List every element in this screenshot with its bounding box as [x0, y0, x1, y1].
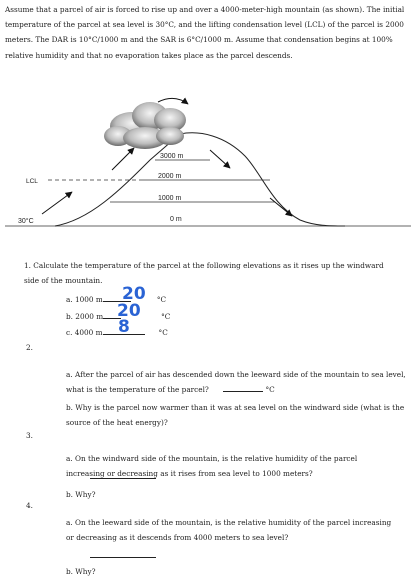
q1-item-a-unit: °C	[156, 295, 167, 304]
q1-item-b-label: b. 2000 m	[66, 312, 104, 321]
elevation-label-1000: 1000 m	[158, 195, 182, 202]
intro-paragraph: Assume that a parcel of air is forced to rise up and over a 4000-meter-high mountain (as shown). The initial temperature of the parcel at sea level is 30°C, and the lifting condensation level (LCL) of the parcel is 2000 meters. The DAR is 10°C/1000 m and the SAR is 6°C/1000 m. Assume that condensation begins at 100% relative humidity and that no evaporation takes place as the parcel descends.	[5, 5, 405, 60]
elevation-label-0: 0 m	[170, 216, 182, 223]
mountain-diagram	[0, 90, 416, 240]
arrow-icon	[42, 192, 72, 214]
mountain-outline	[55, 133, 345, 226]
elevation-label-3000: 3000 m	[160, 153, 184, 160]
elevation-label-2000: 2000 m	[158, 173, 182, 180]
lcl-label: LCL	[26, 178, 38, 185]
q1-item-c-label: c. 4000 m	[66, 328, 103, 337]
q4a-answer-blank[interactable]	[90, 549, 156, 558]
q1-item-b-answer: 20	[117, 301, 141, 321]
q2a-unit: °C	[265, 385, 275, 394]
q3a-answer-blank[interactable]	[90, 470, 156, 479]
q4a-text: a. On the leeward side of the mountain, is the relative humidity of the parcel increasing or decreasing as it descends from 4000 meters to sea level?	[66, 518, 392, 542]
q2a-answer-blank[interactable]	[223, 383, 263, 392]
arrow-icon	[270, 198, 292, 216]
q2-number: 2.	[26, 343, 33, 352]
q1-item-c	[66, 326, 168, 338]
cloud-icon	[104, 102, 186, 149]
arrow-icon	[210, 150, 230, 168]
q2b-text: b. Why is the parcel now warmer than it was at sea level on the windward side (what is the source of the heat energy)?	[66, 403, 405, 427]
q4-number: 4.	[26, 501, 33, 510]
q2a-text	[66, 367, 416, 397]
q4b-text: b. Why?	[66, 567, 96, 576]
q3b-text: b. Why?	[66, 490, 96, 499]
q1-item-c-unit: °C	[158, 328, 168, 337]
q1-item-c-answer: 8	[118, 317, 130, 337]
q2a-question: a. After the parcel of air has descended down the leeward side of the mountain to sea level, what is the temperature of the parcel?	[66, 370, 406, 394]
start-temp-label: 30°C	[18, 218, 34, 225]
q1-item-a-answer: 20	[122, 284, 146, 304]
q1-item-b-unit: °C	[161, 312, 171, 321]
q3a-text: a. On the windward side of the mountain, is the relative humidity of the parcel increasing or decreasing as it rises from sea level to 1000 meters?	[66, 454, 358, 478]
arrow-icon	[158, 98, 188, 104]
q1-prompt: 1. Calculate the temperature of the parcel at the following elevations as it rises up the windward side of the mountain.	[24, 261, 384, 285]
q3-number: 3.	[26, 431, 33, 440]
q1-item-a-label: a. 1000 m	[66, 295, 103, 304]
arrow-icon	[112, 148, 134, 170]
